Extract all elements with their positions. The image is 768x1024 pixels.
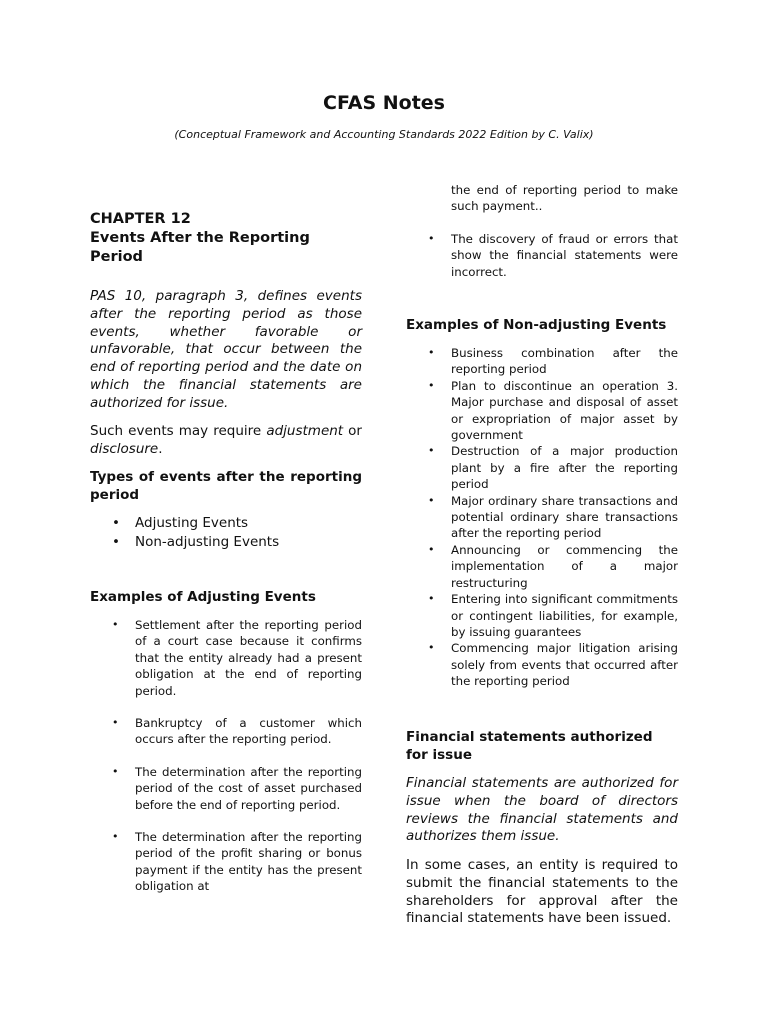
- definition-paragraph: PAS 10, paragraph 3, defines events after the reporting period as those events, whether favorable or unfavorable, that occur between the end of reporting period and the date on which the financial statements are authorized for issue.: [90, 288, 362, 411]
- list-item: • Non-adjusting Events: [90, 533, 362, 552]
- list-item: • Adjusting Events: [90, 514, 362, 533]
- document-title: CFAS Notes: [323, 92, 445, 114]
- chapter-title: Events After the Reporting Period: [90, 230, 310, 265]
- list-item: • Announcing or commencing the implementation of a major restructuring: [406, 542, 678, 591]
- list-item: • Destruction of a major production plant by a fire after the reporting period: [406, 443, 678, 492]
- non-adjusting-heading: Examples of Non-adjusting Events: [406, 317, 667, 333]
- document-subtitle: (Conceptual Framework and Accounting Standards 2022 Edition by C. Valix): [174, 128, 594, 141]
- list-item: • Commencing major litigation arising solely from events that occurred after the reporting period: [406, 640, 678, 689]
- non-adjusting-list: [406, 345, 678, 690]
- adjusting-list-continued: [406, 182, 678, 296]
- types-heading: Types of events after the reporting period: [90, 469, 362, 503]
- list-item: • Settlement after the reporting period of a court case because it confirms that the entity already had a present obligation at the end of reporting period.: [90, 617, 362, 699]
- chapter-number: CHAPTER 12: [90, 211, 191, 227]
- list-item: • Bankruptcy of a customer which occurs after the reporting period.: [90, 715, 362, 748]
- authorized-definition: Financial statements are authorized for issue when the board of directors reviews the financial statements and authorizes them issue.: [406, 775, 678, 845]
- list-item-continued: the end of reporting period to make such payment..: [451, 183, 678, 214]
- authorized-note: In some cases, an entity is required to submit the financial statements to the shareholders for approval after the financial statements have been issued.: [406, 857, 678, 927]
- list-item: • Entering into significant commitments or contingent liabilities, for example, by issuing guarantees: [406, 591, 678, 640]
- adjusting-heading: Examples of Adjusting Events: [90, 589, 316, 605]
- chapter-heading: [90, 210, 362, 267]
- types-list: [90, 514, 362, 552]
- adjusting-list: [90, 617, 362, 911]
- require-or: or: [343, 423, 362, 439]
- list-item: • Major ordinary share transactions and potential ordinary share transactions after the reporting period: [406, 493, 678, 542]
- adjustment-paragraph: [90, 423, 362, 459]
- require-disclosure: disclosure: [90, 440, 159, 457]
- require-end: .: [158, 440, 163, 457]
- authorized-heading: Financial statements authorized for issue: [406, 729, 653, 763]
- require-prefix: Such events may require: [90, 423, 267, 439]
- list-item: • The discovery of fraud or errors that show the financial statements were incorrect.: [406, 231, 678, 280]
- list-item: • The determination after the reporting period of the cost of asset purchased before the end of reporting period.: [90, 764, 362, 813]
- require-adjustment: adjustment: [266, 423, 344, 439]
- list-item: • Plan to discontinue an operation 3. Major purchase and disposal of asset or expropriation of major asset by government: [406, 378, 678, 444]
- list-item: • Business combination after the reporting period: [406, 345, 678, 378]
- list-item: • The determination after the reporting period of the profit sharing or bonus payment if the entity has the present obligation at: [90, 829, 362, 895]
